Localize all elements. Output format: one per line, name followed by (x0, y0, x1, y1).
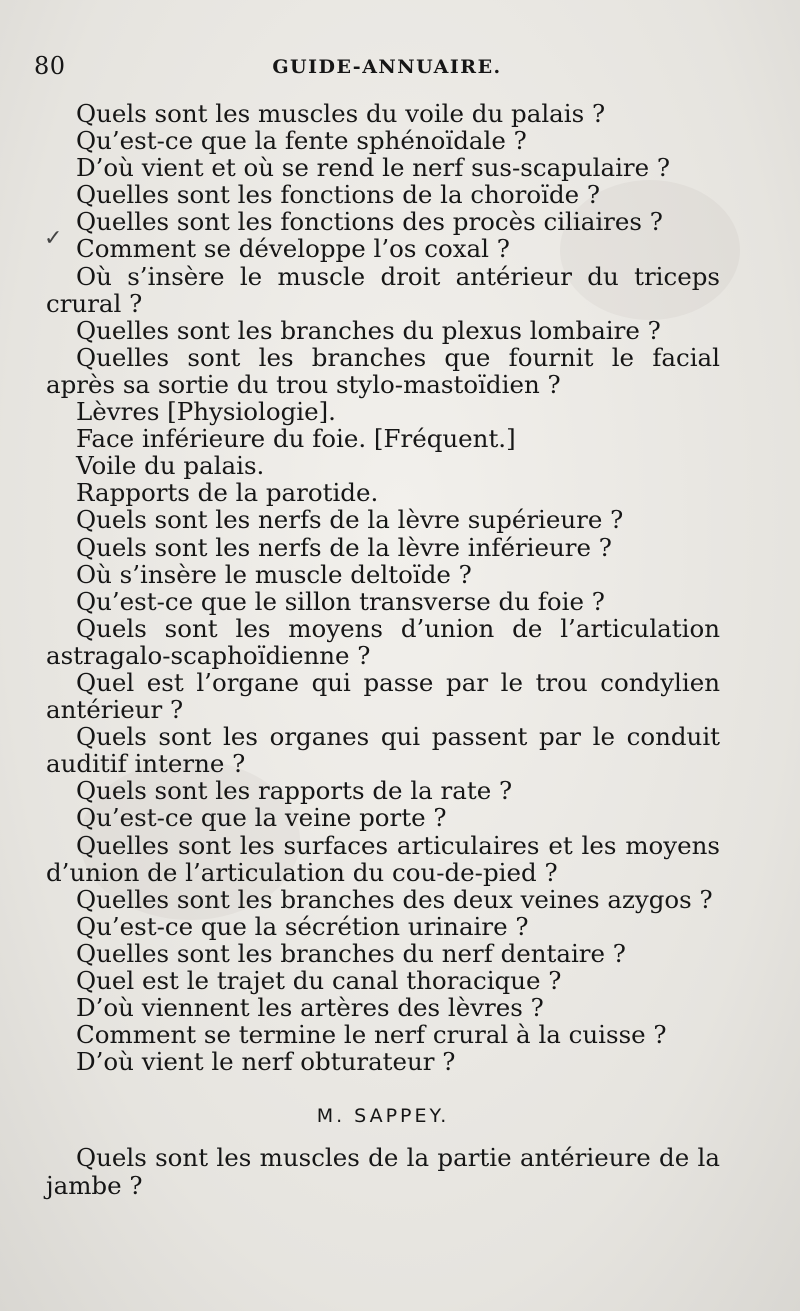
question-line: Comment se termine le nerf crural à la cuisse ? (76, 1020, 667, 1050)
question-line: Quels sont les nerfs de la lèvre inférieure ? (76, 532, 612, 562)
question-line: D’où vient et où se rend le nerf sus-scapulaire ? (76, 153, 671, 183)
question-line: Quels sont les nerfs de la lèvre supérieure ? (76, 505, 624, 535)
question-list-sappey (46, 1144, 720, 1198)
question-line: D’où vient le nerf obturateur ? (76, 1047, 456, 1077)
question-line: Quelles sont les branches des deux veines azygos ? (76, 884, 713, 914)
question-line: Quelles sont les branches du nerf dentaire ? (76, 938, 626, 968)
question-line: Rapports de la parotide. (76, 478, 379, 508)
question-line: Quel est l’organe qui passe par le trou condylien antérieur ? (46, 667, 720, 725)
page-number: 80 (34, 52, 66, 80)
question-line: Qu’est-ce que la sécrétion urinaire ? (76, 911, 529, 941)
question-line: Quels sont les moyens d’union de l’articulation astragalo-scaphoïdienne ? (46, 613, 720, 670)
question-line: Quels sont les organes qui passent par le conduit auditif interne ? (46, 722, 720, 779)
question-line: Qu’est-ce que la veine porte ? (76, 803, 447, 833)
question-line: Qu’est-ce que la fente sphénoïdale ? (76, 126, 527, 156)
question-line: Où s’insère le muscle deltoïde ? (76, 559, 472, 589)
question-line: D’où viennent les artères des lèvres ? (76, 993, 544, 1023)
running-head: GUIDE-ANNUAIRE. (272, 56, 502, 78)
question-line: Quels sont les rapports de la rate ? (76, 776, 513, 806)
question-line: Quelles sont les branches du plexus lombaire ? (76, 315, 661, 345)
question-line: Quelles sont les fonctions de la choroïde ? (76, 180, 601, 210)
question-line: Quelles sont les branches que fournit le facial après sa sortie du trou stylo-mastoïdien ? (46, 342, 720, 399)
question-line: Quelles sont les fonctions des procès ciliaires ? (76, 207, 663, 237)
question-line: Qu’est-ce que le sillon transverse du foie ? (76, 586, 605, 616)
question-line: Quelles sont les surfaces articulaires et les moyens d’union de l’articulation du cou-de-pied ? (46, 830, 720, 887)
question-line: Où s’insère le muscle droit antérieur du triceps crural ? (46, 261, 720, 318)
question-line: Comment se développe l’os coxal ? (76, 234, 510, 264)
question-line: Quels sont les muscles du voile du palais ? (76, 99, 606, 128)
question-line: Quel est le trajet du canal thoracique ? (76, 966, 562, 995)
question-list (46, 100, 720, 1075)
question-line: Quels sont les muscles de la partie antérieure de la jambe ? (46, 1143, 720, 1200)
question-line: Lèvres [Physiologie]. (76, 397, 336, 427)
margin-tick-mark: ✓ (44, 226, 63, 251)
page-header (34, 52, 740, 86)
section-title: M. SAPPEY. (316, 1105, 450, 1128)
page-body (46, 100, 720, 1199)
question-line: Face inférieure du foie. [Fréquent.] (76, 424, 516, 454)
question-line: Voile du palais. (76, 451, 265, 481)
